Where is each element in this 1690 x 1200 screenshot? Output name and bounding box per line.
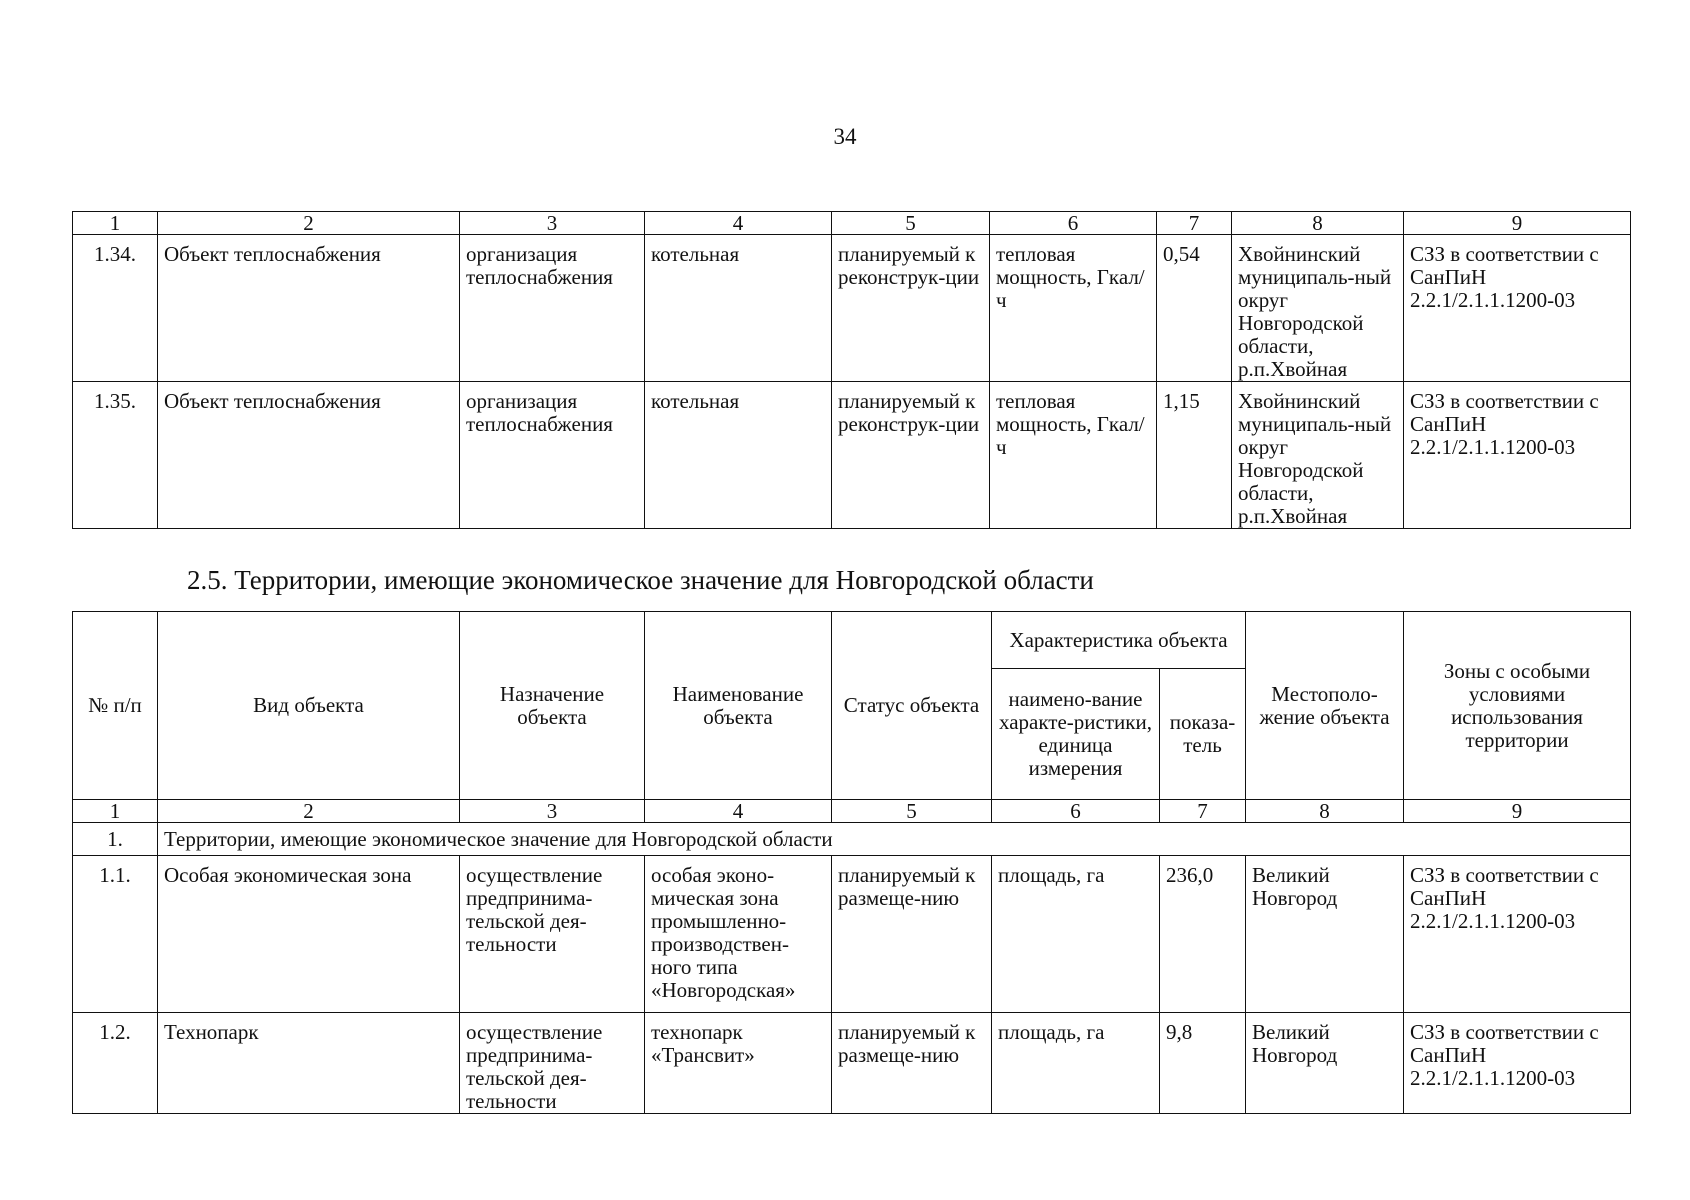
characteristic-value: 0,54 xyxy=(1157,235,1232,382)
object-name: котельная xyxy=(645,382,832,529)
object-purpose: осуществление предпринима-тельской дея-тельности xyxy=(460,856,645,1013)
column-number: 9 xyxy=(1404,212,1631,235)
column-number: 6 xyxy=(990,212,1157,235)
object-purpose: осуществление предпринима-тельской дея-тельности xyxy=(460,1013,645,1114)
page-number: 34 xyxy=(833,124,857,149)
header-purpose: Назначение объекта xyxy=(460,612,645,800)
table-row xyxy=(73,856,1631,1013)
row-index: 1.35. xyxy=(73,382,158,529)
object-name: технопарк «Трансвит» xyxy=(645,1013,832,1114)
object-location: Хвойнинский муниципаль-ный округ Новгородской области, р.п.Хвойная xyxy=(1232,382,1404,529)
header-type: Вид объекта xyxy=(158,612,460,800)
column-number: 8 xyxy=(1232,212,1404,235)
economic-territories-table xyxy=(72,611,1631,1114)
object-status: планируемый к размеще-нию xyxy=(832,1013,992,1114)
special-zones: СЗЗ в соответствии с СанПиН 2.2.1/2.1.1.1200-03 xyxy=(1404,235,1631,382)
column-number: 3 xyxy=(460,212,645,235)
characteristic-value: 236,0 xyxy=(1160,856,1246,1013)
column-number: 7 xyxy=(1157,212,1232,235)
column-number: 1 xyxy=(73,212,158,235)
object-purpose: организация теплоснабжения xyxy=(460,235,645,382)
column-number: 3 xyxy=(460,800,645,823)
object-location: Великий Новгород xyxy=(1246,856,1404,1013)
row-index: 1.2. xyxy=(73,1013,158,1114)
characteristic-name: площадь, га xyxy=(992,856,1160,1013)
column-number: 6 xyxy=(992,800,1160,823)
object-type: Технопарк xyxy=(158,1013,460,1114)
header-zones: Зоны с особыми условиями использования территории xyxy=(1404,612,1631,800)
column-number-row xyxy=(73,212,1631,235)
section-row xyxy=(73,823,1631,856)
special-zones: СЗЗ в соответствии с СанПиН 2.2.1/2.1.1.1200-03 xyxy=(1404,856,1631,1013)
header-num: № п/п xyxy=(73,612,158,800)
column-number: 4 xyxy=(645,212,832,235)
header-location: Местополо-жение объекта xyxy=(1246,612,1404,800)
header-char-value: показа-тель xyxy=(1160,669,1246,800)
column-number: 2 xyxy=(158,212,460,235)
object-status: планируемый к реконструк-ции xyxy=(832,235,990,382)
object-status: планируемый к реконструк-ции xyxy=(832,382,990,529)
header-char-name: наимено-вание характе-ристики, единица измерения xyxy=(992,669,1160,800)
characteristic-name: площадь, га xyxy=(992,1013,1160,1114)
special-zones: СЗЗ в соответствии с СанПиН 2.2.1/2.1.1.1200-03 xyxy=(1404,1013,1631,1114)
object-name: особая эконо-мическая зона промышленно-производствен-ного типа «Новгородская» xyxy=(645,856,832,1013)
column-number: 5 xyxy=(832,212,990,235)
section-heading: 2.5. Территории, имеющие экономическое значение для Новгородской области xyxy=(187,565,1094,595)
characteristic-name: тепловая мощность, Гкал/ч xyxy=(990,382,1157,529)
section-index: 1. xyxy=(73,823,158,856)
object-type: Объект теплоснабжения xyxy=(158,382,460,529)
header-row xyxy=(73,612,1631,669)
header-characteristic: Характеристика объекта xyxy=(992,612,1246,669)
object-type: Особая экономическая зона xyxy=(158,856,460,1013)
column-number: 1 xyxy=(73,800,158,823)
table-row xyxy=(73,382,1631,529)
special-zones: СЗЗ в соответствии с СанПиН 2.2.1/2.1.1.1200-03 xyxy=(1404,382,1631,529)
characteristic-name: тепловая мощность, Гкал/ч xyxy=(990,235,1157,382)
column-number-row xyxy=(73,800,1631,823)
column-number: 5 xyxy=(832,800,992,823)
header-status: Статус объекта xyxy=(832,612,992,800)
header-name: Наименование объекта xyxy=(645,612,832,800)
column-number: 8 xyxy=(1246,800,1404,823)
object-location: Хвойнинский муниципаль-ный округ Новгородской области, р.п.Хвойная xyxy=(1232,235,1404,382)
table-row xyxy=(73,1013,1631,1114)
row-index: 1.34. xyxy=(73,235,158,382)
characteristic-value: 9,8 xyxy=(1160,1013,1246,1114)
characteristic-value: 1,15 xyxy=(1157,382,1232,529)
object-purpose: организация теплоснабжения xyxy=(460,382,645,529)
objects-table-continued xyxy=(72,211,1631,529)
object-name: котельная xyxy=(645,235,832,382)
section-title: Территории, имеющие экономическое значение для Новгородской области xyxy=(158,823,1631,856)
column-number: 4 xyxy=(645,800,832,823)
object-location: Великий Новгород xyxy=(1246,1013,1404,1114)
column-number: 7 xyxy=(1160,800,1246,823)
object-type: Объект теплоснабжения xyxy=(158,235,460,382)
object-status: планируемый к размеще-нию xyxy=(832,856,992,1013)
row-index: 1.1. xyxy=(73,856,158,1013)
table-row xyxy=(73,235,1631,382)
column-number: 9 xyxy=(1404,800,1631,823)
column-number: 2 xyxy=(158,800,460,823)
